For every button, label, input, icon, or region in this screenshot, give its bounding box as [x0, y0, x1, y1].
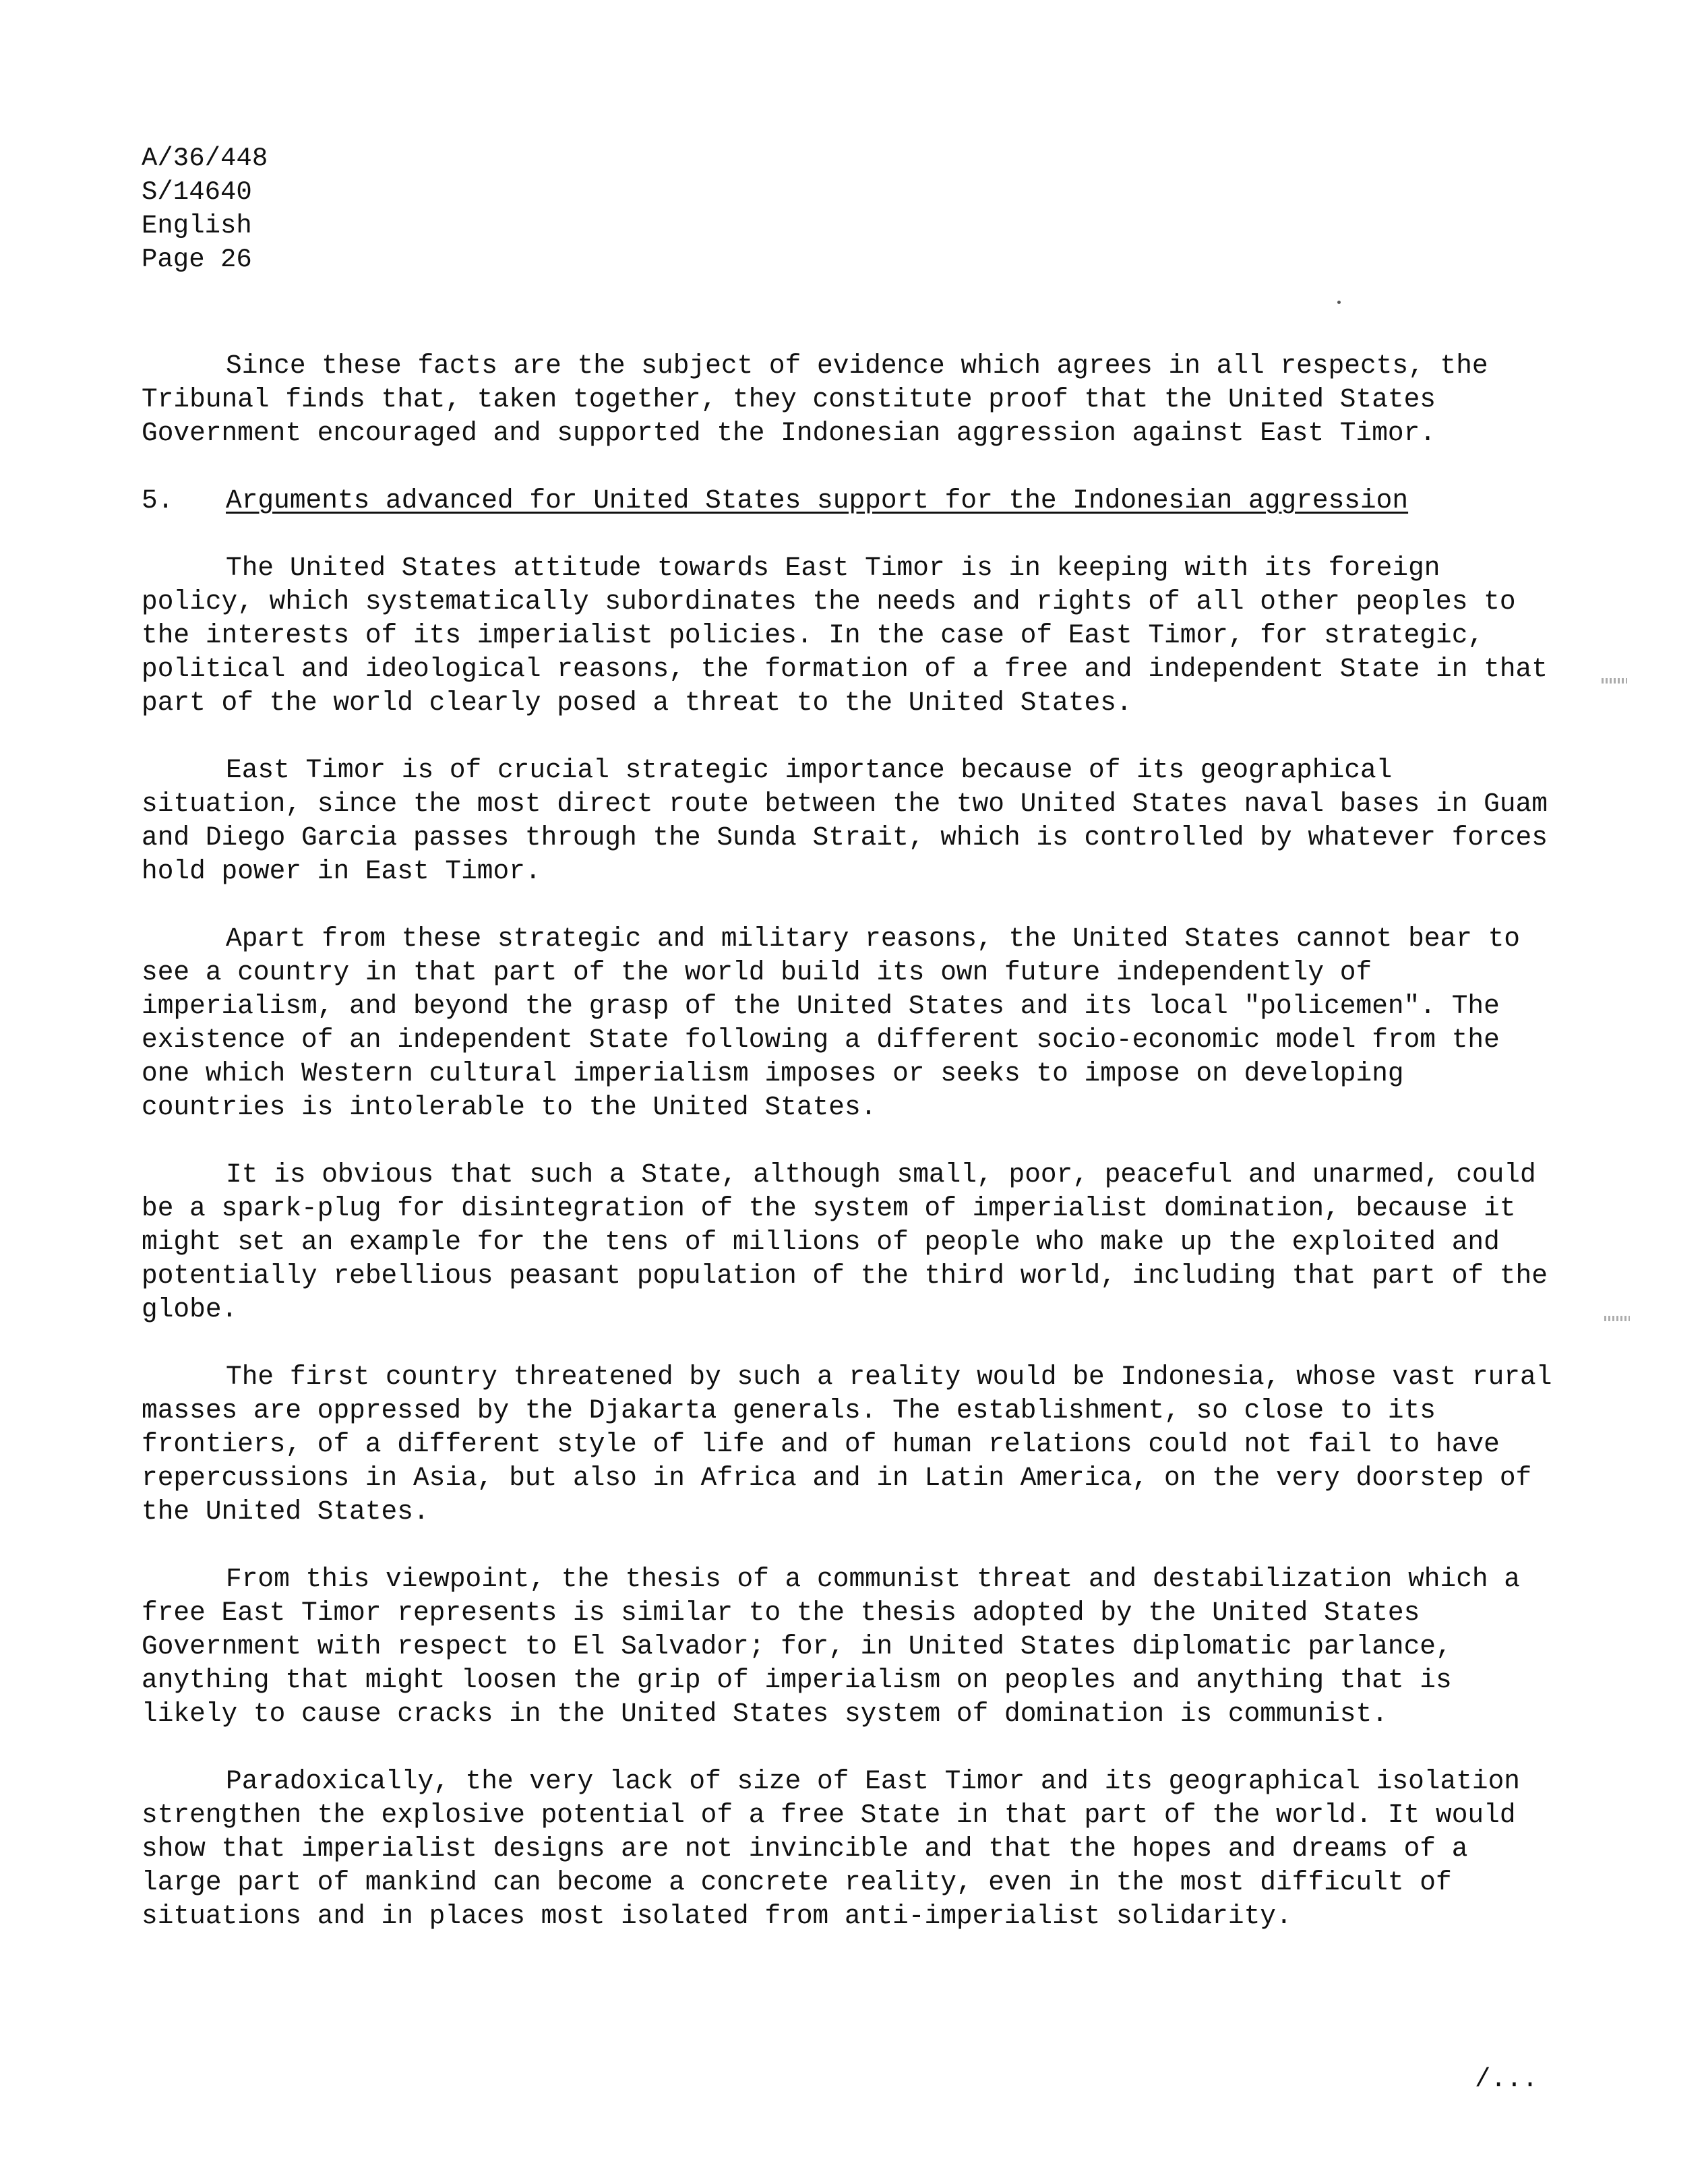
document-body — [142, 349, 1557, 1933]
scan-speck — [1337, 301, 1341, 304]
paragraph-1: Since these facts are the subject of evidence which agrees in all respects, the Tribunal finds that, taken together, they constitute proof that the United States Government encouraged and supported the Indonesian aggression against East Timor. — [142, 351, 1488, 448]
section-title: Arguments advanced for United States support for the Indonesian aggression — [226, 485, 1409, 516]
section-number: 5. — [142, 485, 174, 516]
page-number: Page 26 — [142, 245, 252, 274]
continuation-mark: /... — [1475, 2065, 1538, 2094]
symbol-s: S/14640 — [142, 177, 252, 207]
symbol-a: A/36/448 — [142, 144, 268, 173]
language-label: English — [142, 211, 252, 241]
scan-margin-mark — [1602, 678, 1627, 684]
paragraph-7: From this viewpoint, the thesis of a communist threat and destabilization which a free East Timor represents is similar to the thesis adopted by the United States Government with respect to El Salvador; for, in United States diplomatic parlance, anything that might loosen the grip of imperialism on peoples and anything that is likely to cause cracks in the United States system of domination is communist. — [142, 1564, 1521, 1729]
paragraph-5: It is obvious that such a State, although small, poor, peaceful and unarmed, could be a spark-plug for disintegration of the system of imperialist domination, because it might set an example for the tens of millions of people who make up the exploited and potentially rebellious peasant population of the third world, including that part of the globe. — [142, 1159, 1548, 1325]
paragraph-3: East Timor is of crucial strategic importance because of its geographical situation, since the most direct route between the two United States naval bases in Guam and Diego Garcia passes through the Sunda Strait, which is controlled by whatever forces hold power in East Timor. — [142, 755, 1548, 886]
scan-margin-mark — [1604, 1316, 1630, 1321]
document-symbol-header — [142, 142, 1557, 276]
paragraph-2: The United States attitude towards East Timor is in keeping with its foreign policy, which systematically subordinates the needs and rights of all other peoples to the interests of its imperialist policies. In the case of East Timor, for strategic, political and ideological reasons, the formation of a free and independent State in that part of the world clearly posed a threat to the United States. — [142, 553, 1548, 718]
paragraph-4: Apart from these strategic and military reasons, the United States cannot bear to see a country in that part of the world build its own future independently of imperialism, and beyond the grasp of the United States and its local "policemen". The existence of an independent State following a different socio-economic model from the one which Western cultural imperialism imposes or seeks to impose on developing countries is intolerable to the United States. — [142, 923, 1521, 1122]
paragraph-6: The first country threatened by such a reality would be Indonesia, whose vast rural masses are oppressed by the Djakarta generals. The establishment, so close to its frontiers, of a different style of life and of human relations could not fail to have repercussions in Asia, but also in Africa and in Latin America, on the very doorstep of the United States. — [142, 1362, 1552, 1527]
section-heading — [142, 484, 1557, 518]
document-page — [142, 142, 1557, 1967]
paragraph-8: Paradoxically, the very lack of size of East Timor and its geographical isolation strengthen the explosive potential of a free State in that part of the world. It would show that imperialist designs are not invincible and that the hopes and dreams of a large part of mankind can become a concrete reality, even in the most difficult of situations and in places most isolated from anti-imperialist solidarity. — [142, 1766, 1521, 1931]
